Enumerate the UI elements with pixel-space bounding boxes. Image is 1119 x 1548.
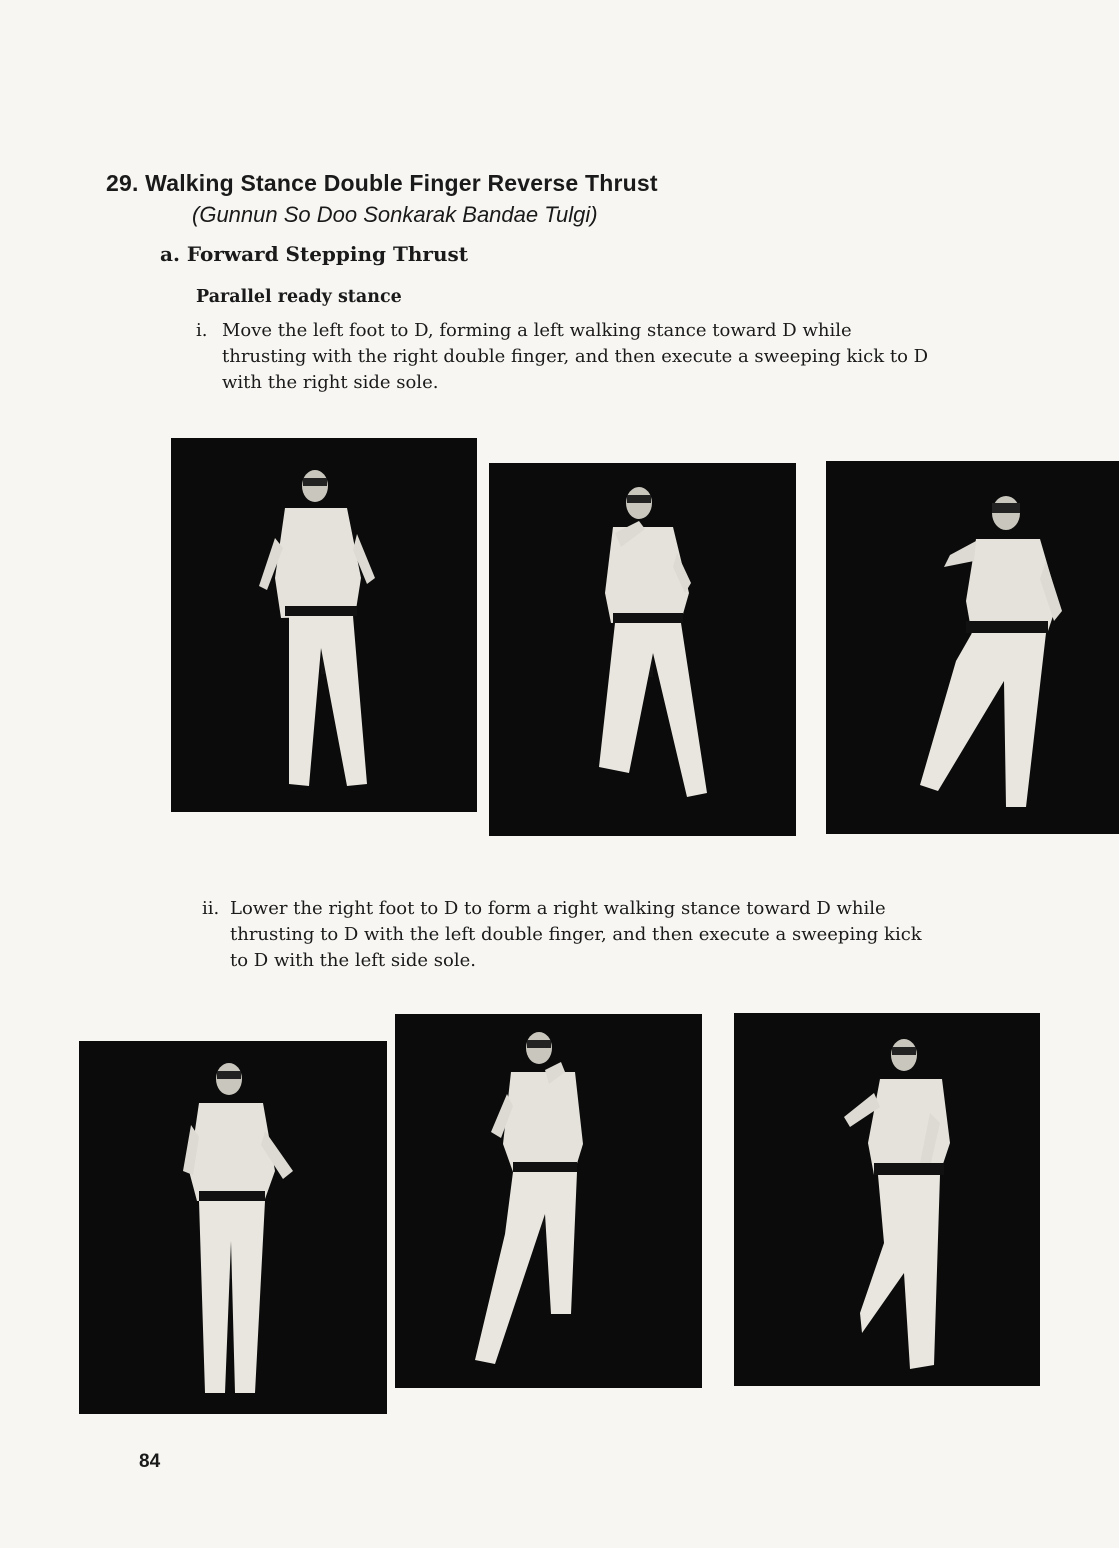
page-number: 84	[139, 1451, 161, 1472]
step-marker: ii.	[202, 898, 220, 919]
section-subtitle: (Gunnun So Doo Sonkarak Bandae Tulgi)	[192, 202, 598, 227]
step-item	[196, 318, 936, 402]
section-heading	[106, 170, 658, 197]
technique-photo	[826, 461, 1119, 834]
starting-position: Parallel ready stance	[196, 287, 402, 307]
technique-photo	[489, 463, 796, 836]
subsection-label: a. Forward Stepping Thrust	[160, 242, 468, 266]
step-text: Move the left foot to D, forming a left walking stance toward D while thrusting with the right double finger, and then execute a sweeping kick to D with the right side sole.	[222, 320, 929, 393]
step-marker: i.	[196, 320, 208, 341]
step-item	[202, 896, 942, 980]
step-text: Lower the right foot to D to form a right walking stance toward D while thrusting to D with the left double finger, and then execute a sweeping kick to D with the left side sole.	[230, 898, 922, 971]
technique-photo	[171, 438, 477, 812]
technique-photo	[395, 1014, 702, 1388]
technique-photo	[734, 1013, 1040, 1386]
section-number: 29.	[106, 170, 139, 196]
section-title: Walking Stance Double Finger Reverse Thrust	[145, 170, 658, 196]
technique-photo	[79, 1041, 387, 1414]
